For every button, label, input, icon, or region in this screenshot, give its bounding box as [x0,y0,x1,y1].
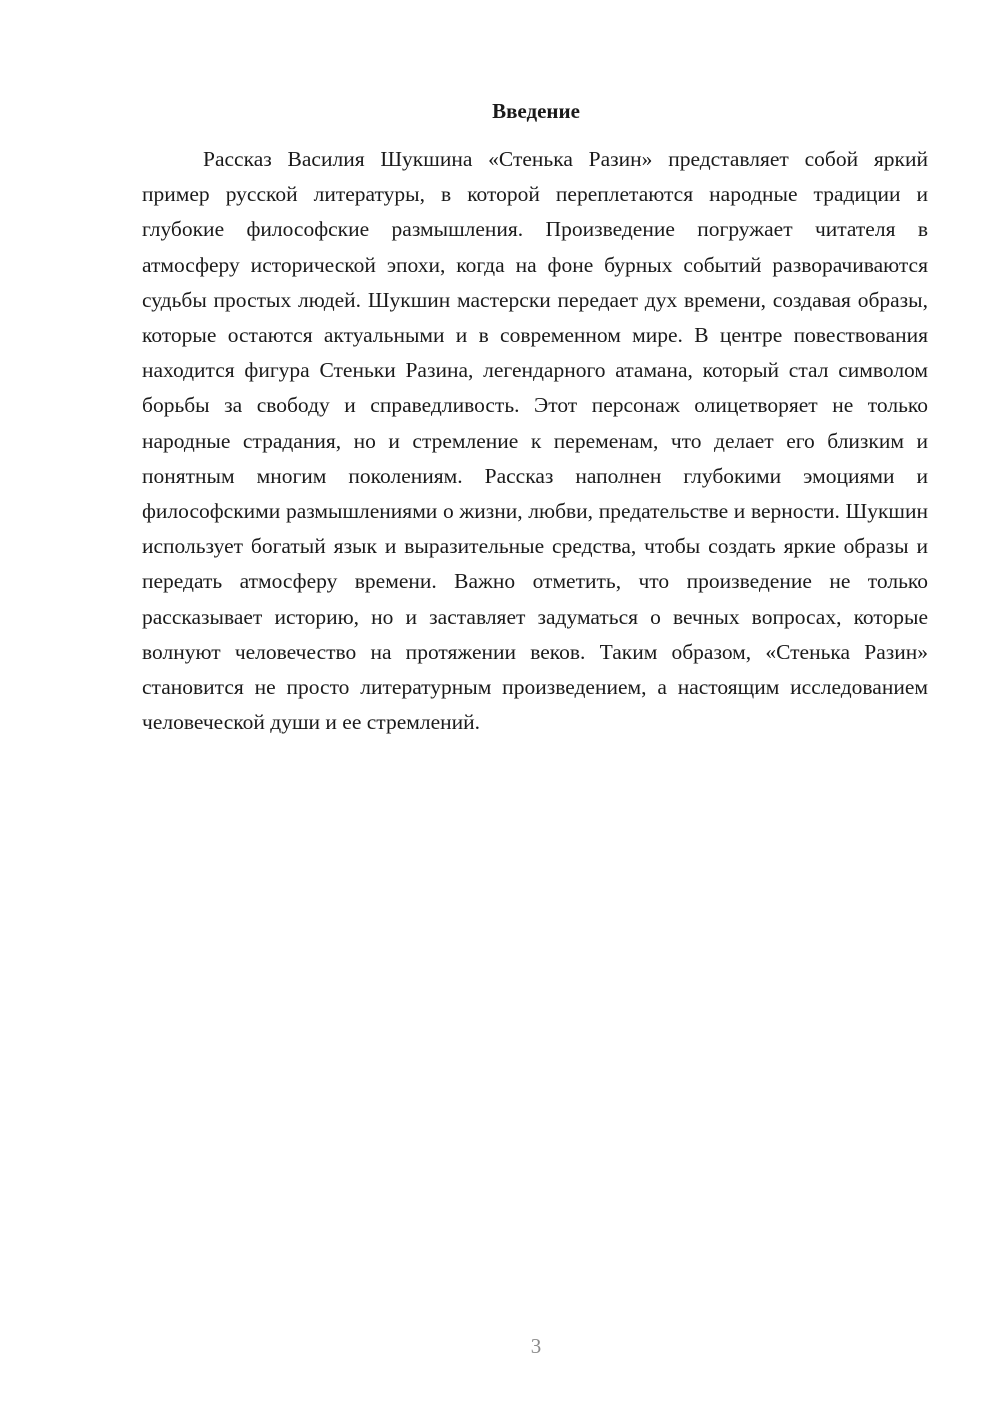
page-number: 3 [530,1334,542,1358]
body-paragraph: Рассказ Василия Шукшина «Стенька Разин» представляет собой яркий пример русской литературы, в которой переплетаются народные традиции и глубокие философские размышления. Произведение погружает читателя в атмосферу исторической эпохи, когда на фоне бурных событий разворачиваются судьбы простых людей. Шукшин мастерски передает дух времени, создавая образы, которые остаются актуальными и в современном мире. В центре повествования находится фигура Стеньки Разина, легендарного атамана, который стал символом борьбы за свободу и справедливость. Этот персонаж олицетворяет не только народные страдания, но и стремление к переменам, что делает его близким и понятным многим поколениям. Рассказ наполнен глубокими эмоциями и философскими размышлениями о жизни, любви, предательстве и верности. Шукшин использует богатый язык и выразительные средства, чтобы создать яркие образы и передать атмосферу времени. Важно отметить, что произведение не только рассказывает историю, но и заставляет задуматься о вечных вопросах, которые волнуют человечество на протяжении веков. Таким образом, «Стенька Разин» становится не просто литературным произведением, а настоящим исследованием человеческой души и ее стремлений. [142,147,928,735]
section-heading: Введение [492,99,580,123]
